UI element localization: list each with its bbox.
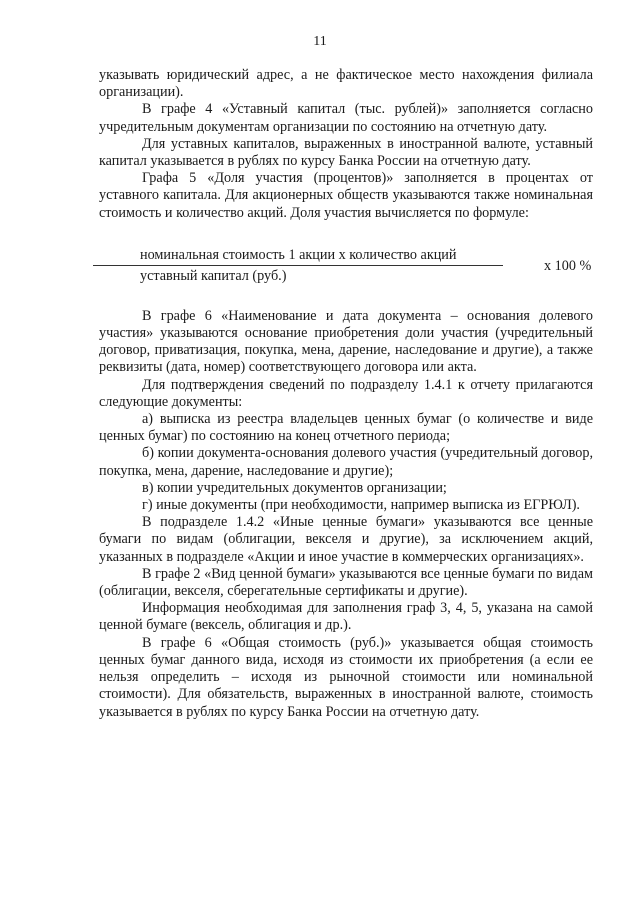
page-number: 11 [313,34,327,49]
paragraph-column-4: В графе 4 «Уставный капитал (тыс. рублей)» заполняется согласно учредительным документам организации по состоянию на отчетную дату. [99,101,593,135]
paragraph-continuation: указывать юридический адрес, а не фактическое место нахождения филиала организации). [99,67,593,101]
list-item-a: а) выписка из реестра владельцев ценных бумаг (о количестве и виде ценных бумаг) по состоянию на конец отчетного периода; [99,411,593,445]
paragraph-columns-3-4-5: Информация необходимая для заполнения граф 3, 4, 5, указана на самой ценной бумаге (вексель, облигация и др.). [99,600,593,634]
list-item-b: б) копии документа-основания долевого участия (учредительный договор, покупка, мена, дарение, наследование и другие); [99,445,593,479]
list-item-c: в) копии учредительных документов организации; [142,479,447,496]
list-item-d: г) иные документы (при необходимости, например выписка из ЕГРЮЛ). [142,497,580,514]
paragraph-foreign-currency-capital: Для уставных капиталов, выраженных в иностранной валюте, уставный капитал указывается в рублях по курсу Банка России на отчетную дату. [99,135,593,170]
paragraph-column-6-shares: В графе 6 «Наименование и дата документа – основания долевого участия» указываются основание приобретения доли участия (учредительный договор, приватизация, покупка, мена, дарение, наследование и другие), а также реквизиты (дата, номер) соответствующего договора или акта. [99,307,593,376]
formula-multiplier: х 100 % [544,257,592,274]
paragraph-column-5: Графа 5 «Доля участия (процентов)» заполняется в процентах от уставного капитала. Для акционерных обществ указываются также номинальная стоимость и количество акций. Доля участия вычисляется по формуле: [99,170,593,221]
document-body [99,67,593,721]
formula-fraction-line [93,265,503,266]
formula-denominator: уставный капитал (руб.) [140,267,287,284]
paragraph-column-6-securities: В графе 6 «Общая стоимость (руб.)» указывается общая стоимость ценных бумаг данного вида, исходя из стоимости их приобретения (а если ее нельзя определить – исходя из рыночной стоимости или номинальной стоимости). Для обязательств, выраженных в иностранной валюте, стоимость указывается в рублях по курсу Банка России на отчетную дату. [99,634,593,720]
paragraph-subsection-1-4-2: В подразделе 1.4.2 «Иные ценные бумаги» указываются все ценные бумаги по видам (облигации, векселя и другие), за исключением акций, указанных в подразделе «Акции и иное участие в коммерческих организациях». [99,514,593,565]
formula-numerator: номинальная стоимость 1 акции х количество акций [140,246,457,263]
paragraph-documents-intro: Для подтверждения сведений по подразделу 1.4.1 к отчету прилагаются следующие документы: [99,376,593,410]
paragraph-column-2: В графе 2 «Вид ценной бумаги» указываются все ценные бумаги по видам (облигации, векселя, сберегательные сертификаты и другие). [99,565,593,600]
share-formula [99,246,593,286]
